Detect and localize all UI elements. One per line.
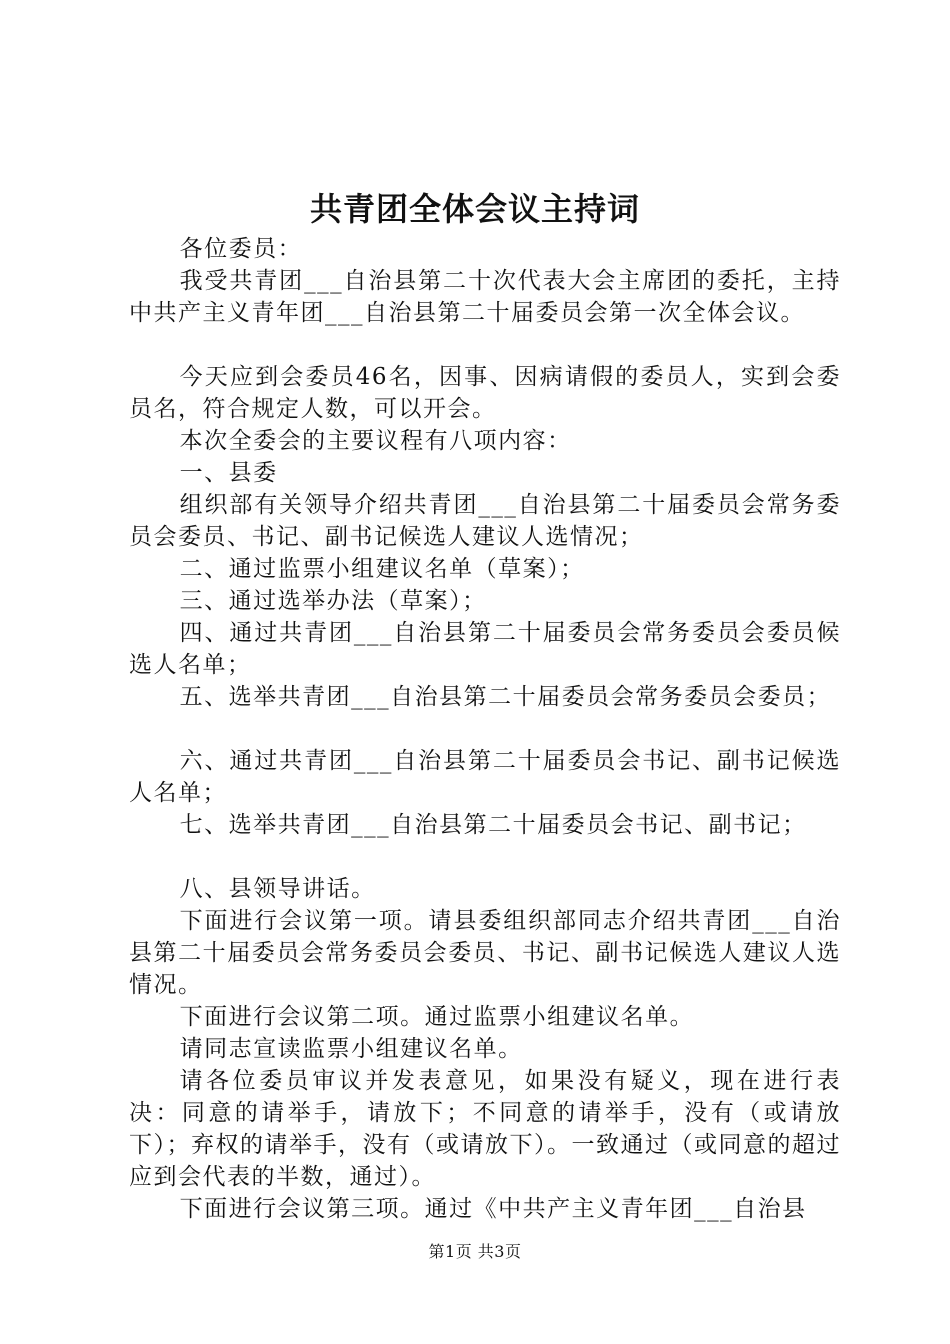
paragraph-opening: 我受共青团___自治县第二十次代表大会主席团的委托，主持中共产主义青年团___自治县第二十届委员会第一次全体会议。 [129, 268, 841, 326]
document-body [129, 233, 841, 1225]
paragraph-read-list: 请同志宣读监票小组建议名单。 [179, 1036, 523, 1062]
agenda-item-1-detail: 组织部有关领导介绍共青团___自治县第二十届委员会常务委员会委员、书记、副书记候选人建议人选情况； [129, 492, 841, 550]
agenda-item-5: 五、选举共青团___自治县第二十届委员会常务委员会委员； [179, 684, 832, 710]
paragraph-item-one: 下面进行会议第一项。请县委组织部同志介绍共青团___自治县第二十届委员会常务委员会委员、书记、副书记候选人建议人选情况。 [129, 908, 841, 998]
paragraph-attendance: 今天应到会委员46名，因事、因病请假的委员人，实到会委员名，符合规定人数，可以开会。 [129, 364, 841, 422]
agenda-item-2: 二、通过监票小组建议名单（草案）； [179, 556, 585, 582]
paragraph-item-three: 下面进行会议第三项。通过《中共产主义青年团___自治县 [179, 1196, 807, 1222]
agenda-item-7: 七、选举共青团___自治县第二十届委员会书记、副书记； [179, 812, 807, 838]
agenda-item-4: 四、通过共青团___自治县第二十届委员会常务委员会委员候选人名单； [129, 620, 841, 678]
paragraph-item-two: 下面进行会议第二项。通过监票小组建议名单。 [179, 1004, 695, 1030]
agenda-item-8: 八、县领导讲话。 [179, 876, 376, 902]
agenda-item-1-heading: 一、县委 [179, 460, 278, 486]
document-title: 共青团全体会议主持词 [309, 190, 640, 228]
agenda-item-6: 六、通过共青团___自治县第二十届委员会书记、副书记候选人名单； [129, 748, 841, 806]
paragraph-salutation: 各位委员： [179, 236, 303, 262]
paragraph-agenda-intro: 本次全委会的主要议程有八项内容： [179, 428, 572, 454]
paragraph-vote: 请各位委员审议并发表意见，如果没有疑义，现在进行表决：同意的请举手，请放下；不同意的请举手，没有（或请放下）；弃权的请举手，没有（或请放下）。一致通过（或同意的超过应到会代表的半数，通过）。 [129, 1068, 841, 1190]
page-number-footer: 第1页 共3页 [428, 1242, 522, 1261]
agenda-item-3: 三、通过选举办法（草案）； [179, 588, 487, 614]
